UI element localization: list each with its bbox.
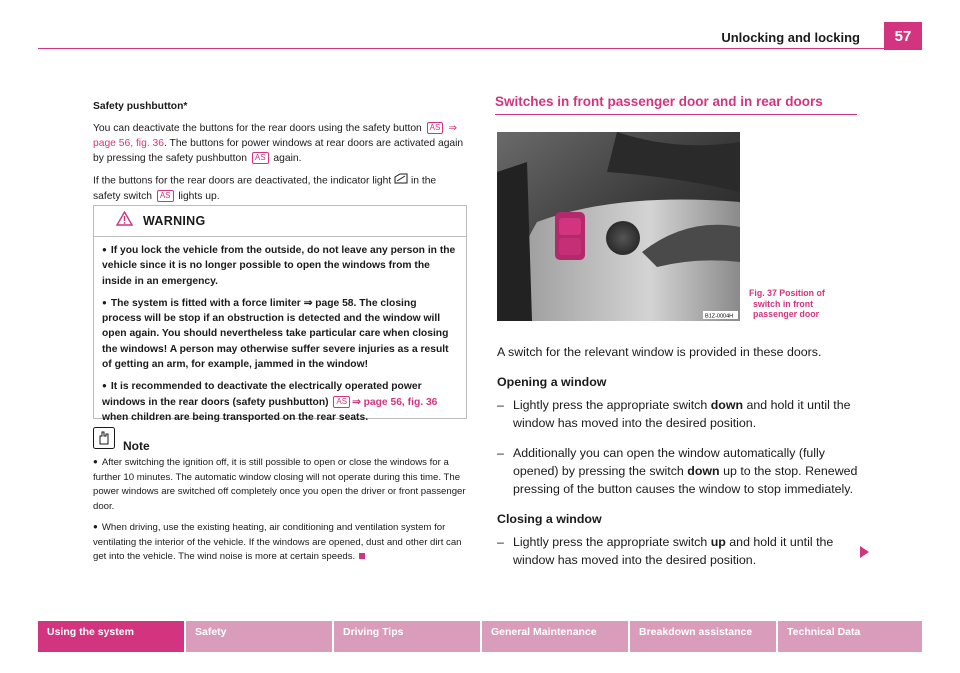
dash-marker: –: [497, 446, 504, 460]
warning-item-text: when children are being transported on the rear seats.: [102, 411, 369, 423]
step-keyword: up: [710, 535, 726, 549]
safety-pushbutton-section: [93, 99, 465, 211]
door-switch-photo: [497, 132, 740, 321]
safety-p2-text-2: in the safety switch: [93, 175, 437, 202]
footer-tab-breakdown-assistance[interactable]: Breakdown assistance: [630, 621, 776, 652]
bullet-icon: ●: [102, 381, 107, 391]
as-badge: AS: [333, 396, 350, 408]
opening-step: [497, 444, 859, 498]
next-page-arrow-icon[interactable]: [860, 546, 869, 558]
step-keyword: down: [687, 464, 720, 478]
safety-p2-text-3: lights up.: [178, 191, 220, 202]
section-body: [497, 343, 859, 569]
step-keyword: down: [710, 398, 744, 412]
page-ref-text: ⇒ page 58: [303, 297, 354, 309]
header-rule: [38, 48, 884, 49]
window-lock-indicator-icon: [394, 173, 408, 189]
warning-item: [102, 295, 458, 372]
warning-title: WARNING: [143, 214, 206, 228]
warning-item: [102, 378, 458, 425]
bullet-icon: ●: [93, 522, 98, 531]
footer-tab-driving-tips[interactable]: Driving Tips: [334, 621, 480, 652]
opening-heading: Opening a window: [497, 375, 607, 389]
step-text: Lightly press the appropriate switch: [513, 535, 708, 549]
warning-item: [102, 242, 458, 289]
closing-heading: Closing a window: [497, 512, 602, 526]
bullet-icon: ●: [102, 245, 107, 254]
step-text: Lightly press the appropriate switch: [513, 398, 708, 412]
note-item: [93, 520, 468, 565]
intro-text: A switch for the relevant window is provided in these doors.: [497, 345, 822, 359]
caption-line: switch in front: [753, 298, 814, 309]
note-body: [93, 455, 468, 571]
page-ref-link[interactable]: ⇒ page 56, fig. 36: [352, 396, 438, 408]
step-text: up to the stop. Renewed pressing of the button causes the window to stop immediately.: [513, 464, 858, 496]
safety-p1-text-2: . The buttons for power windows at rear doors are activated again by pressing the safety pushbutton: [93, 138, 464, 164]
figure-caption: [749, 288, 859, 320]
warning-triangle-icon: [116, 211, 133, 231]
safety-p2-text: If the buttons for the rear doors are deactivated, the indicator light: [93, 175, 392, 187]
caption-line: passenger door: [753, 309, 819, 319]
footer-tab-using-the-system[interactable]: Using the system: [38, 621, 184, 652]
footer-tab-general-maintenance[interactable]: General Maintenance: [482, 621, 628, 652]
footer-tab-safety[interactable]: Safety: [186, 621, 332, 652]
note-title: Note: [123, 438, 150, 453]
note-item: [93, 455, 468, 514]
note-hand-icon: [93, 427, 115, 454]
dash-marker: –: [497, 535, 504, 549]
warning-item-text: If you lock the vehicle from the outside, do not leave any person in the vehicle since it is no longer possible to open the windows from the inside in an emergency.: [102, 245, 456, 287]
warning-box: [93, 205, 467, 423]
bullet-icon: ●: [93, 457, 98, 466]
warning-item-text: It is recommended to deactivate the electrically operated power windows in the rear doors (safety pushbutton): [102, 381, 422, 408]
safety-paragraph-1: [93, 121, 465, 166]
safety-p1-text-3: again.: [273, 153, 302, 164]
note-header: [93, 427, 150, 454]
footer-nav: [38, 621, 922, 652]
step-text: and hold it until the window has moved into the desired position.: [513, 535, 834, 567]
page-ref-link[interactable]: ⇒ page 56, fig. 36: [93, 123, 457, 149]
bullet-icon: ●: [102, 297, 107, 307]
section-rule: [495, 114, 857, 115]
figure-code: B1Z-0004H: [705, 313, 734, 320]
note-item-text: When driving, use the existing heating, air conditioning and ventilation system for ventilating the interior of the vehicle. If the windows are opened, dust and other dirt can get into the vehicle. The wind noise is more at certain speeds.: [93, 522, 462, 562]
opening-step: [497, 396, 859, 432]
section-title: Switches in front passenger door and in rear doors: [495, 94, 823, 109]
warning-item-text: The system is fitted with a force limiter: [110, 297, 301, 309]
dash-marker: –: [497, 398, 504, 412]
as-badge: AS: [157, 190, 174, 202]
closing-step: [497, 533, 859, 569]
safety-p1-text: You can deactivate the buttons for the rear doors using the safety button: [93, 123, 422, 134]
as-badge: AS: [252, 152, 269, 164]
note-item-text: After switching the ignition off, it is still possible to open or close the windows for a further 10 minutes. The automatic window closing will not operate during this time. The power windows are switched off completely once you open the driver or front passenger door.: [93, 457, 466, 512]
footer-tab-technical-data[interactable]: Technical Data: [778, 621, 922, 652]
warning-item-text: . The closing process will be stop if an obstruction is detected and the window will open again. You should nevertheless take particular care when closing the windows! A person may otherwise suffer severe injuries as a result of getting an arm, for example, jammed in the window!: [102, 297, 449, 371]
safety-heading: Safety pushbutton*: [93, 101, 188, 112]
step-text: and hold it until the window has moved into the desired position.: [513, 398, 851, 430]
as-badge: AS: [427, 122, 444, 134]
section-end-marker: [359, 553, 365, 559]
warning-header: [94, 206, 466, 237]
warning-body: [94, 237, 466, 425]
step-text: Additionally you can open the window automatically (fully opened) by pressing the switch: [513, 446, 826, 478]
page-header-title: Unlocking and locking: [721, 30, 860, 45]
page-number: 57: [884, 22, 922, 50]
safety-paragraph-2: [93, 173, 465, 204]
caption-line: Fig. 37 Position of: [749, 288, 825, 298]
